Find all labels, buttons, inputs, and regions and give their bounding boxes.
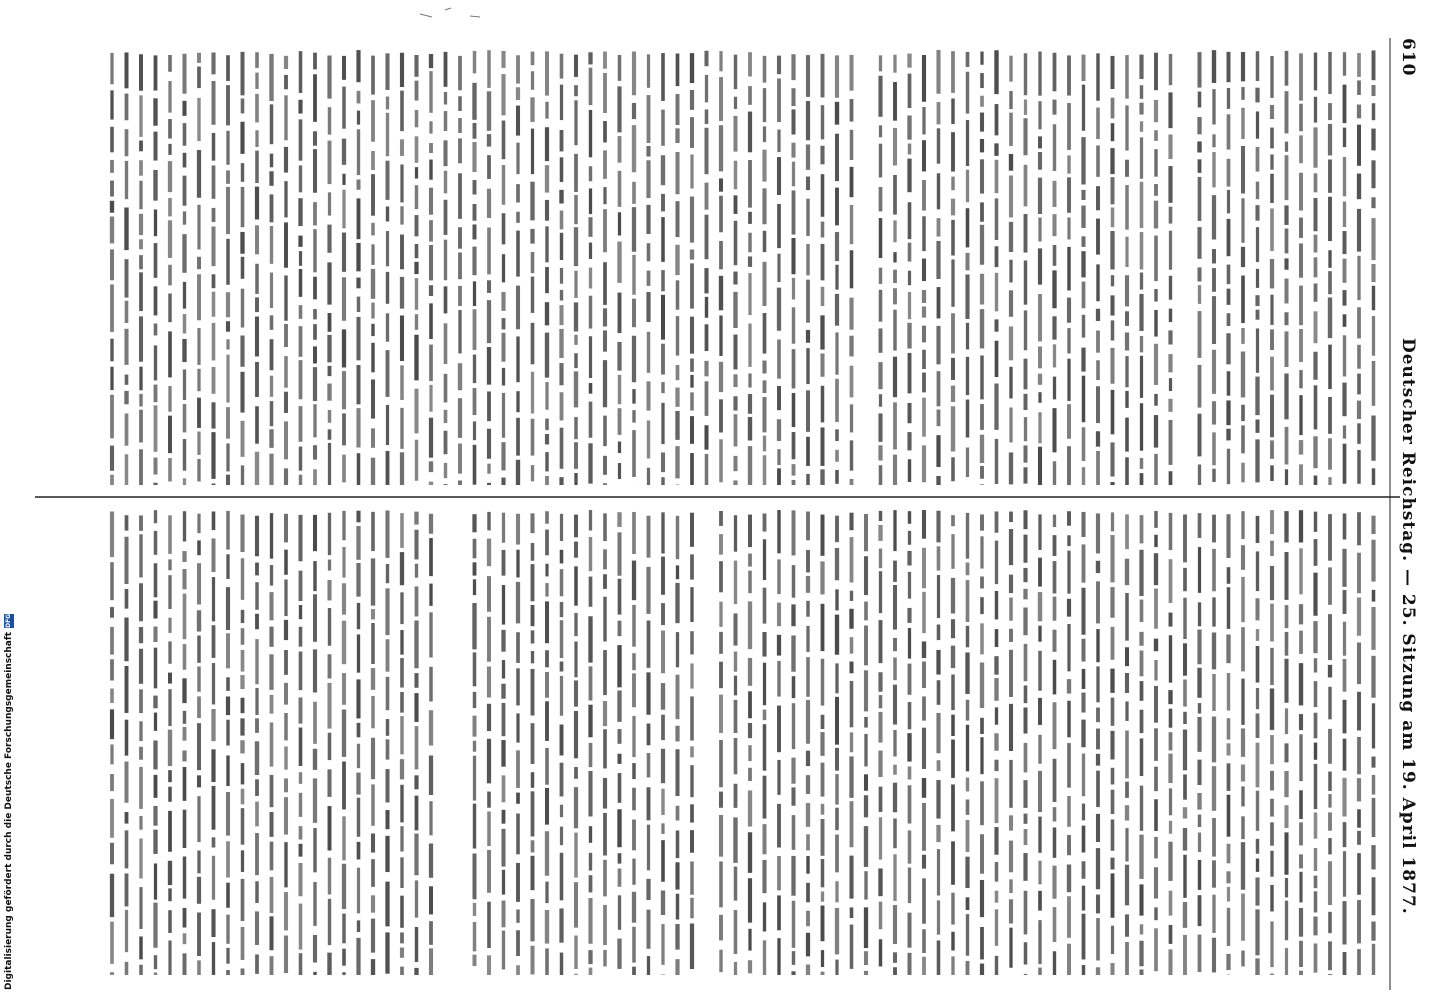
column-lower-text-lines xyxy=(112,510,1374,975)
column-upper-text-lines xyxy=(112,50,1374,485)
scan-speck xyxy=(420,8,480,17)
page-number: 610 xyxy=(1398,38,1418,77)
digitization-caption xyxy=(2,614,16,990)
page-header xyxy=(1397,38,1419,998)
running-title: Deutscher Reichstag. — 25. Sitzung am 19. April 1877. xyxy=(1398,338,1418,915)
caption-text: Digitalisierung gefördert durch die Deutsche Forschungsgemeinschaft xyxy=(4,631,14,990)
dfg-logo-icon: DFG xyxy=(5,613,12,628)
